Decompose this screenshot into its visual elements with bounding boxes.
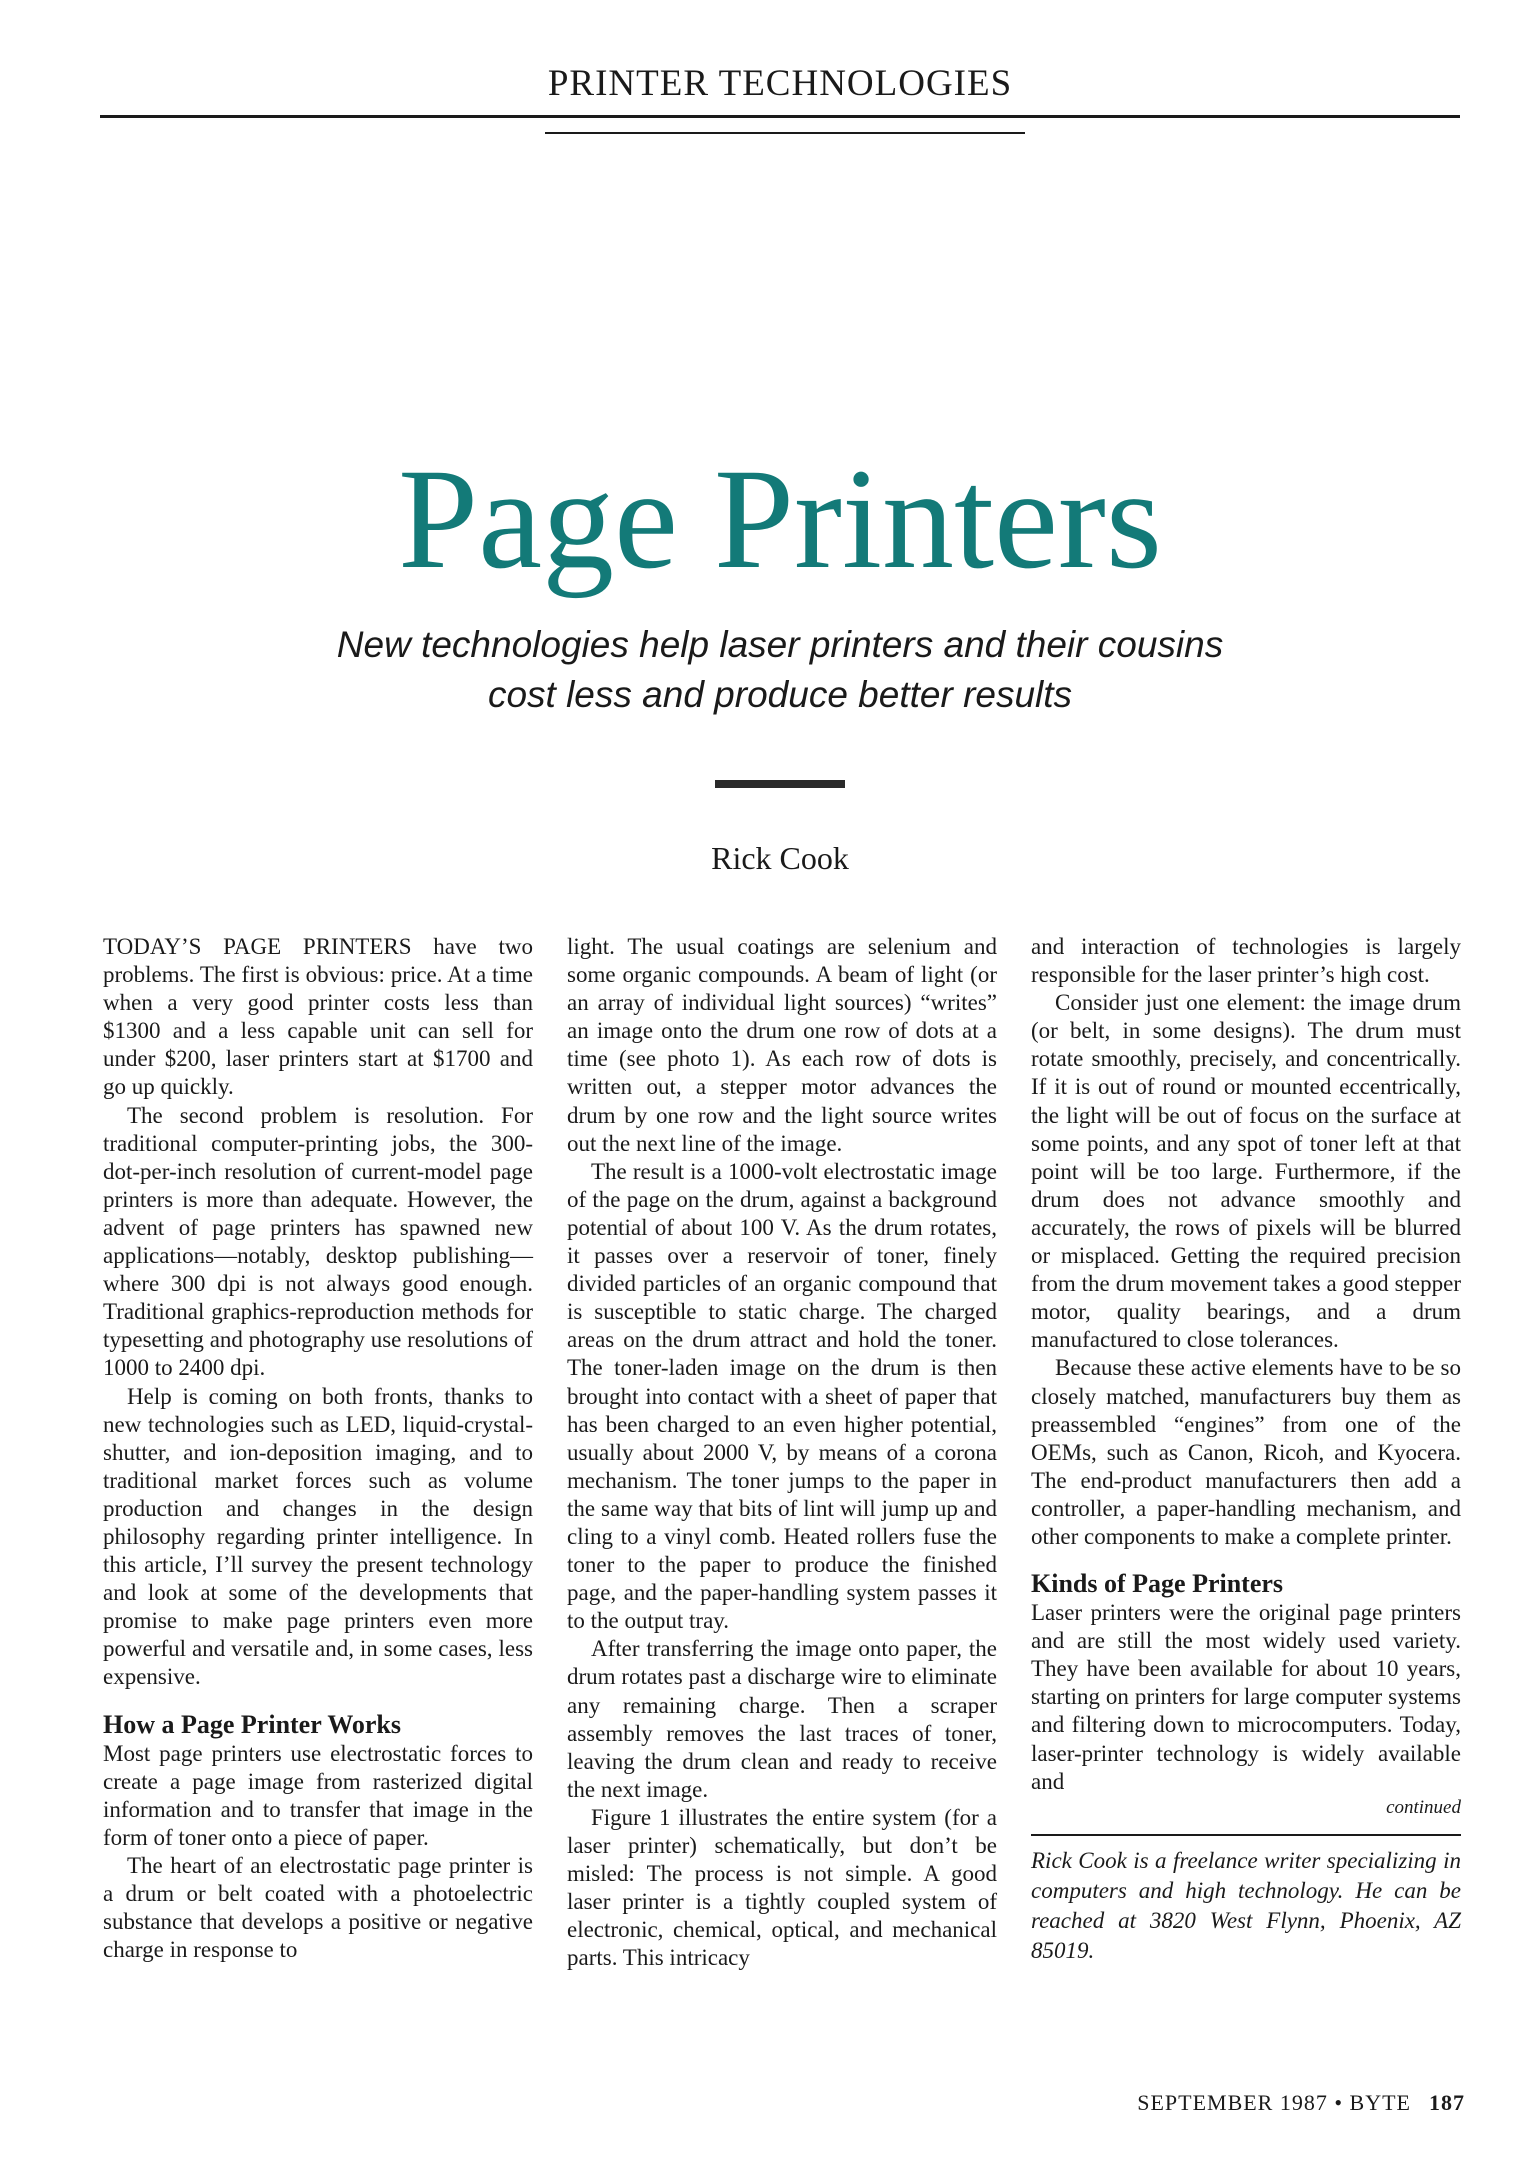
- header-subrule: [545, 132, 1025, 134]
- page-number: 187: [1429, 2090, 1465, 2115]
- paragraph: light. The usual coatings are selenium and some organic compounds. A beam of light (or an array of individual light sources) “writes” an image onto the drum one row of dots at a time (see photo 1). As each row of dots is written out, a stepper motor advances the drum by one row and the light source writes out the next line of the image.: [567, 934, 997, 1156]
- text-column-3: [1031, 933, 1461, 1966]
- paragraph: Because these active elements have to be so closely matched, manufacturers buy them as preassembled “engines” from one of the OEMs, such as Canon, Ricoh, and Kyocera. The end-product manufacturers then add a controller, a paper-handling mechanism, and other components to make a complete printer.: [1031, 1355, 1461, 1549]
- paragraph: Help is coming on both fronts, thanks to new technologies such as LED, liquid-crystal-shutter, and ion-deposition imaging, and to traditional market forces such as volume production and changes in the design philosophy regarding printer intelligence. In this article, I’ll survey the present technology and look at some of the developments that promise to make page printers even more powerful and versatile and, in some cases, less expensive.: [103, 1383, 533, 1690]
- paragraph: The heart of an electrostatic page printer is a drum or belt coated with a photoelectric substance that develops a positive or negative charge in response to: [103, 1852, 533, 1963]
- author-divider: [715, 780, 845, 788]
- text-column-2: [567, 933, 997, 1972]
- text-column-1: [103, 933, 533, 1964]
- paragraph: The second problem is resolution. For traditional computer-printing jobs, the 300-dot-per-inch resolution of current-model page printers is more than adequate. However, the advent of page printers has spawned new applications—notably, desktop publishing—where 300 dpi is not always good enough. Traditional graphics-reproduction methods for typesetting and photography use resolutions of 1000 to 2400 dpi.: [103, 1102, 533, 1381]
- section-heading: How a Page Printer Works: [103, 1709, 402, 1739]
- section-header: PRINTER TECHNOLOGIES: [547, 63, 1013, 104]
- subtitle-line-1: New technologies help laser printers and their cousins: [336, 624, 1224, 665]
- bio-divider: [1031, 1834, 1461, 1836]
- paragraph: Most page printers use electrostatic forces to create a page image from rasterized digital information and to transfer that image in the form of toner onto a piece of paper.: [103, 1740, 533, 1850]
- page-footer: [1137, 2090, 1465, 2116]
- paragraph: Figure 1 illustrates the entire system (for a laser printer) schematically, but don’t be misled: The process is not simple. A good laser printer is a tightly coupled system of electronic, chemical, optical, and mechanical parts. This intricacy: [567, 1804, 997, 1971]
- paragraph: TODAY’S PAGE PRINTERS have two problems. The first is obvious: price. At a time when a very good printer costs less than $1300 and a less capable unit can sell for under $200, laser printers start at $1700 and go up quickly.: [103, 934, 533, 1100]
- header-rule: [100, 115, 1460, 118]
- article-subtitle: [0, 620, 1537, 720]
- article-author: Rick Cook: [711, 840, 849, 876]
- article-title: Page Printers: [398, 440, 1162, 599]
- paragraph: The result is a 1000-volt electrostatic image of the page on the drum, against a background potential of about 100 V. As the drum rotates, it passes over a reservoir of toner, finely divided particles of an organic compound that is susceptible to static charge. The charged areas on the drum attract and hold the toner. The toner-laden image on the drum is then brought into contact with a sheet of paper that has been charged to an even higher potential, usually about 2000 V, by means of a corona mechanism. The toner jumps to the paper in the same way that bits of lint will jump up and cling to a vinyl comb. Heated rollers fuse the toner to the paper to produce the finished page, and the paper-handling system passes it to the output tray.: [567, 1158, 997, 1634]
- paragraph: After transferring the image onto paper, the drum rotates past a discharge wire to eliminate any remaining charge. Then a scraper assembly removes the last traces of toner, leaving the drum clean and ready to receive the next image.: [567, 1636, 997, 1802]
- author-bio: Rick Cook is a freelance writer specializing in computers and high technology. He can be reached at 3820 West Flynn, Phoenix, AZ 85019.: [1031, 1847, 1461, 1963]
- subtitle-line-2: cost less and produce better results: [487, 674, 1073, 715]
- paragraph: Laser printers were the original page printers and are still the most widely used variety. They have been available for about 10 years, starting on printers for large computer systems and filtering down to microcomputers. Today, laser-printer technology is widely available and: [1031, 1600, 1461, 1794]
- paragraph: and interaction of technologies is largely responsible for the laser printer’s high cost.: [1031, 934, 1461, 988]
- paragraph: Consider just one element: the image drum (or belt, in some designs). The drum must rotate smoothly, precisely, and concentrically. If it is out of round or mounted eccentrically, the light will be out of focus on the surface at some points, and any spot of toner left at that point will be too large. Furthermore, if the drum does not advance smoothly and accurately, the rows of pixels will be blurred or misplaced. Getting the required precision from the drum movement takes a good stepper motor, quality bearings, and a drum manufactured to close tolerances.: [1031, 990, 1461, 1353]
- continued-label: continued: [1386, 1796, 1461, 1818]
- section-heading: Kinds of Page Printers: [1031, 1569, 1284, 1599]
- issue-label: SEPTEMBER 1987 • BYTE: [1137, 2090, 1411, 2115]
